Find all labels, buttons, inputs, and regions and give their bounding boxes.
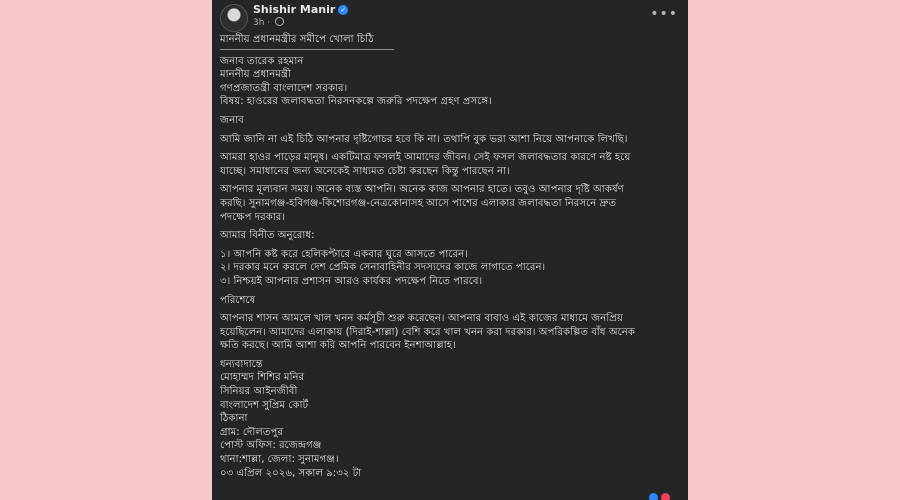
recipient-address <box>220 55 680 109</box>
post-time[interactable]: 3h <box>253 18 265 28</box>
signature-line: পোস্ট অফিস: রজেন্দ্রগঞ্জ <box>220 440 322 452</box>
address-line: জনাব তারেক রহমান <box>220 55 304 67</box>
text-line: আপনার মূল্যবান সময়। অনেক ব্যস্ত আপনি। অনেক কাজ আপনার হাতে। তবুও আপনার দৃষ্টি আকর্ষণ <box>220 184 624 196</box>
request-item: ৩। নিশ্চয়ই আপনার প্রশাসন আরও কার্যকর পদক্ষেপ নিতে পারবে। <box>220 275 483 287</box>
requests-heading: আমার বিনীত অনুরোধ: <box>220 230 315 242</box>
author-name[interactable]: Shishir Manir <box>253 3 336 16</box>
verified-badge-icon: ✓ <box>338 5 348 15</box>
more-options-icon[interactable]: ••• <box>650 6 678 22</box>
facebook-post-card <box>212 0 688 500</box>
post-header <box>220 2 680 32</box>
requests-block <box>220 229 680 288</box>
signature-line: সিনিয়র আইনজীবী <box>220 386 298 398</box>
post-footer <box>220 492 680 500</box>
text-line: যাচ্ছে। সমাধানের জন্য অনেকেই সাধ্যমত চেষ্টা করছেন কিন্তু পারছেন না। <box>220 165 510 177</box>
closing-paragraph <box>220 312 680 353</box>
salutation: জনাব <box>220 114 244 126</box>
subject-line: বিষয়: হাওরের জলাবদ্ধতা নিরসনকল্পে জরুরি পদক্ষেপ গ্রহণ প্রসঙ্গে। <box>220 96 492 108</box>
signature-line: বাংলাদেশ সুপ্রিম কোর্ট <box>220 399 309 411</box>
post-title: মাননীয় প্রধানমন্ত্রীর সমীপে খোলা চিঠি <box>220 34 374 45</box>
text-line: ক্ষতি করছে। আমি আশা করি আপনি পারবেন ইনশাআল্লাহ। <box>220 340 456 352</box>
text-line: আপনার শাসন আমলে খাল খনন কর্মসূচী শুরু করেছেন। আপনার বাবাও এই কাজের মাধ্যমে জনপ্রিয় <box>220 313 623 325</box>
signature-line: গ্রাম: দৌলতপুর <box>220 426 284 438</box>
request-item: ১। আপনি কষ্ট করে হেলিকপ্টারে একবার ঘুরে আসতে পারেন। <box>220 248 468 260</box>
signature-line: মোহাম্মদ শিশির মনির <box>220 372 305 384</box>
signature-line: থানা:শাল্লা, জেলা: সুনামগঞ্জ। <box>220 454 339 466</box>
like-reaction-icon[interactable] <box>649 493 658 500</box>
address-line: গণপ্রজাতন্ত্রী বাংলাদেশ সরকার। <box>220 82 348 94</box>
signature-block <box>220 358 680 480</box>
address-line: মাননীয় প্রধানমন্ত্রী <box>220 69 291 81</box>
author-avatar[interactable] <box>220 4 248 32</box>
signature-line: ঠিকানা <box>220 413 248 425</box>
signature-line: ধন্যবাদান্তে <box>220 358 263 370</box>
text-line: হয়েছিলেন। আমাদের এলাকায় (দিরাই-শাল্লা) বেশি করে খাল খনন করা দরকার। অপরিকল্পিত বাঁধ অনেক <box>220 326 635 338</box>
text-line: আমরা হাওর পাড়ের মানুষ। একটিমাত্র ফসলই আমাদের জীবন। সেই ফসল জলাবদ্ধতার কারণে নষ্ট হয়ে <box>220 152 631 164</box>
text-line: পদক্ষেপ দরকার। <box>220 211 286 223</box>
signature-date: ০৩ এপ্রিল ২০২৬, সকাল ৯:৩২ টা <box>220 467 362 479</box>
love-reaction-icon[interactable] <box>661 493 670 500</box>
paragraph-one <box>220 151 680 178</box>
paragraph-two <box>220 183 680 224</box>
text-line: করছি। সুনামগঞ্জ-হবিগঞ্জ-কিশোরগঞ্জ-নেত্রকোনাসহ আসে পাশের এলাকার জলাবদ্ধতা নিরসনে দ্রুত <box>220 197 617 209</box>
author-name-row <box>253 3 348 16</box>
request-item: ২। দরকার মনে করলে দেশ প্রেমিক সেনাবাহিনীর সদস্যদের কাজে লাগাতে পারেন। <box>220 262 546 274</box>
post-body <box>220 33 680 485</box>
globe-icon <box>275 17 284 26</box>
intro-paragraph: আমি জানি না এই চিঠি আপনার দৃষ্টিগোচর হবে কি না। তথাপি বুক ভরা আশা নিয়ে আপনাকে লিখছি। <box>220 133 628 145</box>
closing-heading: পরিশেষে <box>220 294 256 306</box>
post-meta: 3h · <box>253 17 284 28</box>
title-divider <box>220 49 394 50</box>
